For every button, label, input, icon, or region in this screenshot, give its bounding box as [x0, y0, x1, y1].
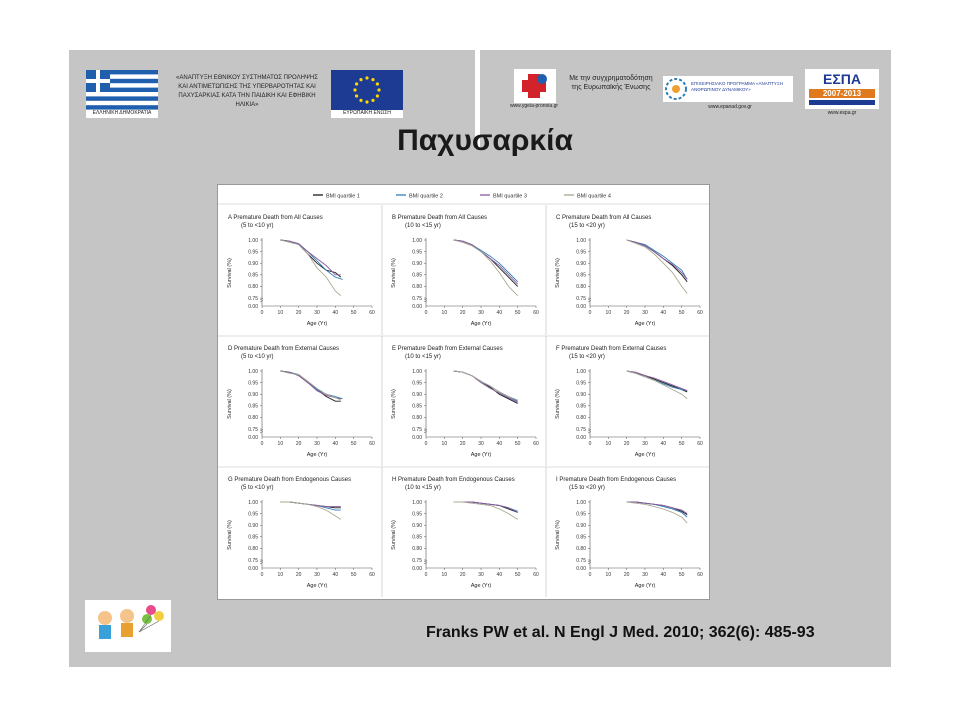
y-tick-label: 1.00: [412, 499, 422, 506]
legend-label: BMI quartile 4: [577, 193, 611, 200]
ygeia-cross-icon: [514, 69, 556, 103]
y-tick-label: 0.85: [412, 272, 422, 279]
y-tick-label: 0.95: [412, 511, 422, 518]
eu-star: [353, 88, 356, 91]
y-axis-label: Survival (%): [391, 389, 397, 419]
series-line-q4: [627, 240, 688, 293]
axis-break: [260, 299, 263, 303]
x-tick-label: 40: [660, 310, 667, 316]
x-tick-label: 40: [332, 441, 339, 447]
espa-years: 2007-2013: [809, 89, 875, 98]
series-line-q3: [280, 371, 341, 399]
espa-bar: [809, 100, 875, 105]
y-tick-label: 0.90: [576, 392, 586, 398]
x-tick-label: 50: [678, 441, 685, 447]
y-tick-label: 0.80: [576, 415, 586, 422]
panel-title: H Premature Death from Endogenous Causes: [392, 477, 515, 483]
y-tick-label: 0.75: [248, 295, 258, 302]
y-tick-label: 0.90: [412, 261, 422, 267]
x-axis-label: Age (Yr): [306, 321, 328, 327]
survival-chart-grid: [218, 185, 709, 599]
x-tick-label: 0: [424, 572, 428, 578]
x-axis-label: Age (Yr): [634, 583, 656, 589]
y-tick-label: 0.75: [576, 426, 586, 433]
legend-label: BMI quartile 2: [409, 193, 443, 200]
eu-star: [355, 82, 358, 85]
x-tick-label: 60: [369, 572, 375, 578]
x-tick-label: 0: [424, 441, 428, 447]
y-tick-label: 0.75: [576, 557, 586, 564]
x-tick-label: 50: [514, 572, 521, 578]
series-line-q3: [454, 502, 518, 512]
y-tick-label: 0.85: [412, 534, 422, 541]
kids-logo: [85, 600, 171, 652]
x-tick-label: 20: [623, 572, 630, 578]
slide-title: Παχυσαρκία: [397, 124, 573, 157]
series-line-q4: [454, 502, 518, 519]
panel-subtitle: (5 to <10 yr): [241, 485, 274, 491]
y-axis-label: Survival (%): [227, 258, 233, 288]
x-tick-label: 0: [588, 310, 592, 316]
panel-subtitle: (15 to <20 yr): [569, 354, 605, 360]
series-line-q2: [627, 371, 688, 391]
x-tick-label: 30: [642, 572, 648, 578]
x-tick-label: 60: [533, 310, 539, 316]
ygeia-url: www.ygeia-pronoia.gr: [509, 103, 559, 109]
series-line-q4: [280, 240, 341, 296]
eu-star: [377, 88, 380, 91]
x-tick-label: 60: [697, 441, 703, 447]
x-tick-label: 0: [588, 441, 592, 447]
y-tick-label: 0.00: [576, 565, 586, 572]
y-tick-label: 0.75: [576, 295, 586, 302]
y-tick-label: 0.80: [248, 415, 258, 422]
eu-star: [371, 99, 374, 102]
x-tick-label: 40: [496, 572, 503, 578]
eu-flag-logo: [331, 70, 403, 118]
x-tick-label: 60: [369, 310, 375, 316]
x-tick-label: 0: [260, 310, 264, 316]
panel-title: C Premature Death from All Causes: [556, 215, 652, 221]
x-tick-label: 10: [605, 441, 612, 447]
eu-star: [376, 94, 379, 97]
x-axis-label: Age (Yr): [634, 452, 656, 458]
survival-figure: [217, 184, 710, 600]
espa-logo: [805, 69, 879, 109]
x-tick-label: 0: [588, 572, 592, 578]
series-line-q3: [627, 502, 688, 514]
x-tick-label: 30: [642, 310, 648, 316]
y-tick-label: 0.85: [248, 272, 258, 279]
y-axis-label: Survival (%): [391, 258, 397, 288]
y-tick-label: 0.90: [412, 523, 422, 529]
x-axis-label: Age (Yr): [306, 583, 328, 589]
x-tick-label: 30: [478, 441, 484, 447]
x-tick-label: 10: [277, 572, 284, 578]
x-tick-label: 50: [678, 572, 685, 578]
x-tick-label: 50: [514, 310, 521, 316]
series-line-q2: [280, 502, 341, 510]
y-axis-label: Survival (%): [555, 389, 561, 419]
panel-title: I Premature Death from Endogenous Causes: [556, 477, 677, 483]
panel-subtitle: (5 to <10 yr): [241, 354, 274, 360]
series-line-q1: [627, 502, 688, 515]
y-tick-label: 0.80: [412, 546, 422, 553]
ep-program-logo: [663, 76, 793, 102]
x-tick-label: 60: [697, 310, 703, 316]
y-axis-label: Survival (%): [555, 258, 561, 288]
series-line-q2: [454, 240, 518, 282]
y-axis-label: Survival (%): [391, 520, 397, 550]
series-line-q4: [280, 502, 341, 519]
x-tick-label: 20: [295, 572, 302, 578]
y-tick-label: 1.00: [248, 499, 258, 506]
y-tick-label: 0.85: [248, 534, 258, 541]
x-tick-label: 0: [260, 441, 264, 447]
x-axis-label: Age (Yr): [470, 452, 492, 458]
x-tick-label: 20: [623, 441, 630, 447]
x-tick-label: 20: [459, 310, 466, 316]
ygeia-pronoia-logo: [514, 69, 556, 103]
y-tick-label: 0.80: [576, 546, 586, 553]
y-tick-label: 0.00: [576, 434, 586, 441]
y-tick-label: 0.90: [248, 392, 258, 398]
axis-break: [260, 561, 263, 565]
y-tick-label: 0.95: [412, 249, 422, 256]
panel-subtitle: (15 to <20 yr): [569, 223, 605, 229]
y-axis-label: Survival (%): [555, 520, 561, 550]
y-tick-label: 0.85: [412, 403, 422, 410]
y-tick-label: 1.00: [412, 237, 422, 244]
ep-program-text: ΕΠΙΧΕΙΡΗΣΙΑΚΟ ΠΡΟΓΡΑΜΜΑ «ΑΝΑΠΤΥΞΗ ΑΝΘΡΩΠΙΝΟΥ ΔΥΝΑΜΙΚΟΥ»: [691, 81, 783, 92]
x-tick-label: 40: [332, 572, 339, 578]
x-tick-label: 20: [295, 310, 302, 316]
x-axis-label: Age (Yr): [470, 583, 492, 589]
y-tick-label: 0.00: [412, 303, 422, 310]
x-tick-label: 20: [295, 441, 302, 447]
y-tick-label: 0.95: [576, 511, 586, 518]
espa-url: www.espa.gr: [827, 110, 857, 116]
panel-subtitle: (10 to <15 yr): [405, 354, 441, 360]
y-tick-label: 0.85: [576, 403, 586, 410]
x-axis-label: Age (Yr): [634, 321, 656, 327]
y-tick-label: 0.75: [412, 295, 422, 302]
series-line-q2: [280, 371, 342, 399]
y-tick-label: 0.90: [576, 523, 586, 529]
y-tick-label: 0.95: [248, 249, 258, 256]
y-tick-label: 0.90: [576, 261, 586, 267]
x-tick-label: 40: [496, 441, 503, 447]
x-tick-label: 10: [277, 310, 284, 316]
x-axis-label: Age (Yr): [470, 321, 492, 327]
series-line-q4: [627, 371, 688, 399]
y-axis-label: Survival (%): [227, 389, 233, 419]
greece-flag-caption: ΕΛΛΗΝΙΚΗ ΔΗΜΟΚΡΑΤΙΑ: [92, 110, 152, 116]
y-tick-label: 0.75: [412, 557, 422, 564]
x-tick-label: 30: [478, 310, 484, 316]
eu-star: [359, 99, 362, 102]
x-tick-label: 60: [533, 572, 539, 578]
x-tick-label: 10: [605, 310, 612, 316]
x-tick-label: 50: [350, 310, 357, 316]
panel-subtitle: (15 to <20 yr): [569, 485, 605, 491]
eu-star: [365, 100, 368, 103]
y-tick-label: 0.75: [412, 426, 422, 433]
series-line-q3: [454, 371, 518, 402]
x-tick-label: 50: [350, 572, 357, 578]
panel-subtitle: (10 to <15 yr): [405, 223, 441, 229]
eu-star: [371, 78, 374, 81]
series-line-q3: [627, 240, 688, 279]
panel-title: F Premature Death from External Causes: [556, 346, 667, 352]
series-line-q4: [454, 240, 518, 296]
greece-flag-logo: [86, 70, 158, 118]
y-tick-label: 0.85: [576, 272, 586, 279]
espa-title: ΕΣΠΑ: [823, 71, 861, 87]
x-tick-label: 10: [277, 441, 284, 447]
eu-star: [359, 78, 362, 81]
series-line-q1: [454, 240, 518, 286]
series-line-q3: [454, 240, 518, 284]
y-tick-label: 0.00: [576, 303, 586, 310]
x-tick-label: 60: [533, 441, 539, 447]
x-tick-label: 40: [660, 441, 667, 447]
y-tick-label: 0.75: [248, 426, 258, 433]
y-tick-label: 0.95: [248, 511, 258, 518]
y-tick-label: 0.00: [248, 434, 258, 441]
y-tick-label: 0.00: [412, 434, 422, 441]
panel-subtitle: (5 to <10 yr): [241, 223, 274, 229]
y-tick-label: 0.90: [248, 261, 258, 267]
y-tick-label: 0.75: [248, 557, 258, 564]
y-tick-label: 0.80: [248, 546, 258, 553]
y-tick-label: 0.00: [412, 565, 422, 572]
y-tick-label: 0.85: [248, 403, 258, 410]
x-tick-label: 20: [459, 572, 466, 578]
x-tick-label: 0: [260, 572, 264, 578]
y-tick-label: 0.95: [576, 380, 586, 387]
axis-break: [588, 430, 591, 434]
panel-title: D Premature Death from External Causes: [228, 346, 340, 352]
x-tick-label: 30: [314, 572, 320, 578]
eu-star: [355, 94, 358, 97]
legend-label: BMI quartile 3: [493, 193, 527, 200]
y-axis-label: Survival (%): [227, 520, 233, 550]
project-title-text: «ΑΝΑΠΤΥΞΗ ΕΘΝΙΚΟΥ ΣΥΣΤΗΜΑΤΟΣ ΠΡΟΛΗΨΗΣ ΚΑΙ ΑΝΤΙΜΕΤΩΠΙΣΗΣ ΤΗΣ ΥΠΕΡΒΑΡΟΤΗΤΑΣ ΚΑΙ ΠΑΧΥΣΑΡΚΙΑΣ ΚΑΤΑ ΤΗΝ ΠΑΙΔΙΚΗ ΚΑΙ ΕΦΗΒΙΚΗ ΗΛΙΚΙΑ»: [176, 75, 318, 108]
y-tick-label: 0.95: [412, 380, 422, 387]
eu-star: [376, 82, 379, 85]
y-tick-label: 1.00: [576, 499, 586, 506]
y-tick-label: 0.85: [576, 534, 586, 541]
y-tick-label: 0.80: [412, 284, 422, 291]
children-balloons-icon: [85, 600, 171, 652]
y-tick-label: 1.00: [248, 237, 258, 244]
x-tick-label: 20: [459, 441, 466, 447]
x-tick-label: 30: [314, 441, 320, 447]
x-tick-label: 10: [605, 572, 612, 578]
eu-caption: ΕΥΡΩΠΑΪΚΗ ΕΝΩΣΗ: [343, 110, 391, 116]
axis-break: [424, 561, 427, 565]
x-tick-label: 50: [678, 310, 685, 316]
panel-title: B Premature Death from All Causes: [392, 215, 488, 221]
x-tick-label: 20: [623, 310, 630, 316]
y-tick-label: 1.00: [412, 368, 422, 375]
axis-break: [424, 430, 427, 434]
panel-title: A Premature Death from All Causes: [228, 215, 323, 221]
panel-title: G Premature Death from Endogenous Causes: [228, 477, 352, 483]
y-tick-label: 0.80: [412, 415, 422, 422]
x-tick-label: 30: [642, 441, 648, 447]
y-tick-label: 1.00: [576, 368, 586, 375]
panel-subtitle: (10 to <15 yr): [405, 485, 441, 491]
y-tick-label: 1.00: [576, 237, 586, 244]
ep-url: www.epanad.gov.gr: [708, 104, 752, 110]
x-axis-label: Age (Yr): [306, 452, 328, 458]
x-tick-label: 30: [478, 572, 484, 578]
y-tick-label: 0.95: [248, 380, 258, 387]
series-line-q3: [280, 502, 341, 507]
axis-break: [424, 299, 427, 303]
series-line-q3: [627, 371, 688, 391]
axis-break: [588, 299, 591, 303]
cofund-text: Με την συγχρηματοδότηση της Ευρωπαϊκής Ένωσης: [569, 75, 653, 91]
y-tick-label: 0.80: [576, 284, 586, 291]
y-tick-label: 0.90: [412, 392, 422, 398]
x-tick-label: 40: [496, 310, 503, 316]
axis-break: [260, 430, 263, 434]
panel-title: E Premature Death from External Causes: [392, 346, 503, 352]
x-tick-label: 10: [441, 441, 448, 447]
y-tick-label: 0.90: [248, 523, 258, 529]
series-line-q1: [454, 371, 518, 404]
x-tick-label: 10: [441, 310, 448, 316]
x-tick-label: 40: [332, 310, 339, 316]
x-tick-label: 60: [369, 441, 375, 447]
x-tick-label: 60: [697, 572, 703, 578]
series-line-q1: [627, 240, 688, 282]
y-tick-label: 0.00: [248, 565, 258, 572]
axis-break: [588, 561, 591, 565]
x-tick-label: 0: [424, 310, 428, 316]
x-tick-label: 50: [350, 441, 357, 447]
y-tick-label: 0.80: [248, 284, 258, 291]
x-tick-label: 40: [660, 572, 667, 578]
y-tick-label: 0.95: [576, 249, 586, 256]
legend-label: BMI quartile 1: [326, 193, 360, 200]
eu-star: [365, 76, 368, 79]
x-tick-label: 30: [314, 310, 320, 316]
x-tick-label: 10: [441, 572, 448, 578]
y-tick-label: 1.00: [248, 368, 258, 375]
series-line-q2: [627, 240, 688, 279]
citation-text: Franks PW et al. N Engl J Med. 2010; 362(6): 485-93: [426, 624, 815, 641]
y-tick-label: 0.00: [248, 303, 258, 310]
x-tick-label: 50: [514, 441, 521, 447]
